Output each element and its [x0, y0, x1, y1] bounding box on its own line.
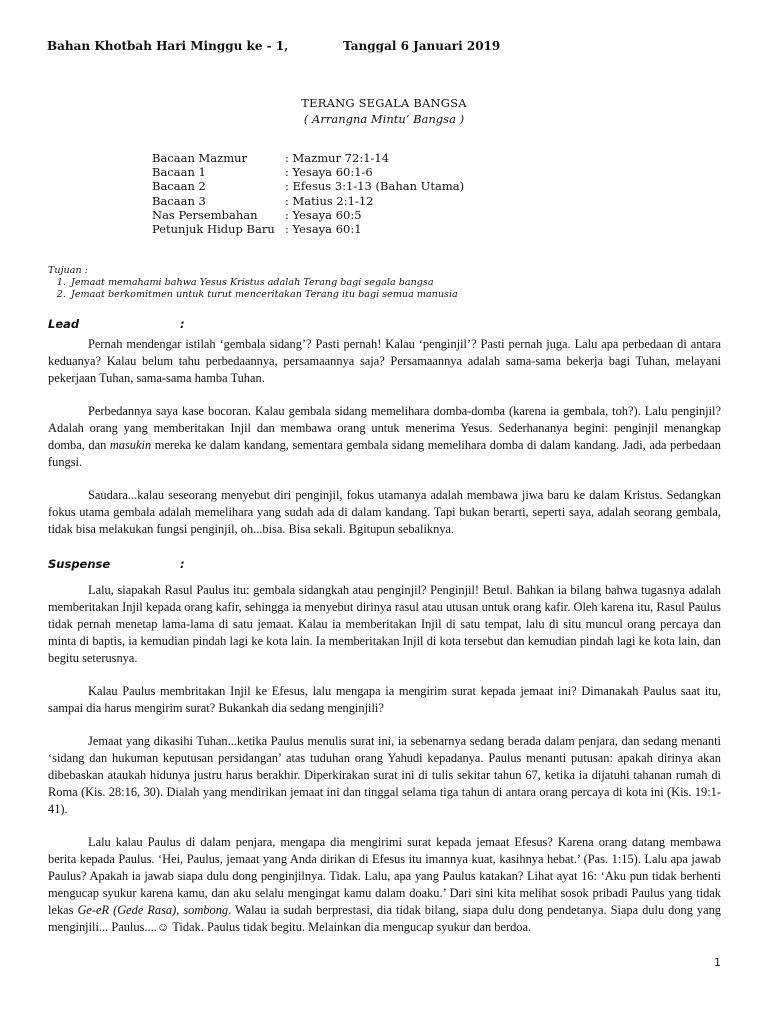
suspense-heading-label: Suspense: [48, 557, 111, 571]
lead-paragraph-1: Pernah mendengar istilah ‘gembala sidang’? Pasti pernah! Kalau ‘penginjil’? Pasti pernah juga. Lalu apa perbedaan di antara keduanya? Kalau belum tahu perbedaannya, persamaannya saja? Persamaannya adalah sama-sama bekerja bagi Tuhan, melayani pekerjaan Tuhan, sama-sama hamba Tuhan.: [48, 337, 721, 385]
objectives-label: Tujuan :: [48, 265, 88, 276]
reading-row: [152, 179, 464, 193]
sermon-series-label: Bahan Khotbah Hari Minggu ke - 1,: [47, 39, 289, 53]
reading-row: [152, 151, 464, 165]
emphasis-text: Ge-eR (Gede Rasa), sombong: [77, 903, 229, 917]
lead-heading-colon: :: [180, 317, 185, 331]
reading-row: [152, 222, 464, 236]
lead-paragraph-2: Perbedannya saya kase bocoran. Kalau gembala sidang memelihara domba-domba (karena ia gembala, toh?). Lalu penginjil? Adalah orang yang memberitakan Injil dan membawa orang untuk menerima Yesus. Sederhananya begini: penginjil menangkap domba, dan masukin mereka ke dalam kandang, sementara gembala sidang memelihara domba di dalam kandang. Jadi, ada perbedaan fungsi.: [48, 404, 721, 469]
objective-item: 1. Jemaat memahami bahwa Yesus Kristus adalah Terang bagi segala bangsa: [69, 277, 728, 289]
reading-value: : Yesaya 60:1: [285, 221, 362, 236]
suspense-heading: [48, 557, 185, 571]
objectives-list: [48, 277, 728, 301]
lead-heading: [48, 317, 185, 331]
suspense-body: [48, 582, 721, 952]
reading-label: Bacaan 3: [152, 193, 206, 208]
reading-value: : Matius 2:1-12: [285, 193, 374, 208]
title-block: [0, 96, 768, 126]
suspense-paragraph-2: Kalau Paulus membritakan Injil ke Efesus, lalu mengapa ia mengirim surat kepada jemaat ini? Dimanakah Paulus saat itu, sampai dia harus mengirim surat? Bukankah dia sedang menginjili?: [48, 684, 721, 715]
reading-value: : Mazmur 72:1-14: [285, 151, 390, 165]
reading-row: [152, 208, 464, 222]
lead-heading-label: Lead: [48, 317, 80, 331]
lead-body: [48, 336, 721, 555]
reading-label: Bacaan 1: [152, 165, 206, 180]
suspense-paragraph-3: Jemaat yang dikasihi Tuhan...ketika Paulus menulis surat ini, ia sebenarnya sedang berada dalam penjara, dan sedang menanti ‘sidang dan hukuman keputusan persidangan’ atas tuduhan orang Yahudi kepadanya. Paulus menanti putusan: apakah dirinya akan dibebaskan ataukah hidunya justru harus berakhir. Diperkirakan surat ini di tulis sekitar tahun 67, ketika ia dijatuhi tahanan rumah di Roma (Kis. 28:16, 30). Dialah yang mendirikan jemaat ini dan tinggal selama tiga tahun di antara orang percaya di kota ini (Kis. 19:1-41).: [48, 734, 721, 816]
reading-value: : Yesaya 60:5: [285, 207, 362, 222]
reading-label: Petunjuk Hidup Baru: [152, 221, 275, 236]
reading-row: [152, 194, 464, 208]
suspense-heading-colon: :: [180, 557, 185, 571]
reading-row: [152, 165, 464, 179]
reading-label: Bacaan 2: [152, 179, 206, 194]
sermon-subtitle: ( Arrangna Mintu’ Bangsa ): [303, 112, 465, 126]
reading-label: Bacaan Mazmur: [152, 151, 248, 165]
reading-label: Nas Persembahan: [152, 207, 258, 222]
reading-value: : Efesus 3:1-13 (Bahan Utama): [285, 179, 465, 194]
page-number: 1: [714, 956, 721, 969]
reading-value: : Yesaya 60:1-6: [285, 165, 373, 180]
objective-item: 2. Jemaat berkomitmen untuk turut menceritakan Terang itu bagi semua manusia: [69, 289, 728, 301]
lead-paragraph-3: Saudara...kalau seseorang menyebut diri penginjil, fokus utamanya adalah membawa jiwa baru ke dalam Kristus. Sedangkan fokus utama gembala adalah memelihara yang sudah ada di dalam kandang. Tapi bukan berarti, seperti saya, adalah seorang gembala, tidak bisa melakukan fungsi penginjil, oh...bisa. Bisa sekali. Bgitupun sebaliknya.: [48, 488, 721, 537]
objectives: [48, 265, 728, 301]
sermon-title: TERANG SEGALA BANGSA: [301, 96, 467, 110]
sermon-date: Tanggal 6 Januari 2019: [343, 39, 501, 53]
emphasis-text: masukin: [109, 438, 152, 453]
suspense-paragraph-1: Lalu, siapakah Rasul Paulus itu: gembala sidangkah atau penginjil? Penginjil! Betul. Bahkan ia bilang bahwa tugasnya adalah memberitakan Injil kepada orang kafir, sehingga ia menyebut dirinya rasul atau utusan untuk orang kafir. Oleh karena itu, Rasul Paulus tidak pernah menetap lama-lama di satu jemaat. Kalau ia memberitakan Injil di satu tempat, lalu di situ muncul orang percaya dan minta di baptis, ia kemudian pindah lagi ke kota lain. Ia memberitakan Injil di kota tersebut dan kemudian pindah lagi ke kota lain, dan begitu seterusnya.: [48, 583, 721, 665]
scripture-readings: [152, 151, 464, 236]
suspense-paragraph-4: Lalu kalau Paulus di dalam penjara, mengapa dia mengirimi surat kepada jemaat Efesus? Karena orang datang membawa berita kepada Paulus. ‘Hei, Paulus, jemaat yang Anda dirikan di Efesus itu imannya kuat, kasihnya hebat.’ (Pas. 1:15). Lalu apa jawab Paulus? Apakah ia jawab siapa dulu dong penginjilnya. Tidak. Lalu, apa yang Paulus katakan? Lihat ayat 16: ‘Aku pun tidak berhenti mengucap syukur karena kamu, dan aku selalu mengingat kamu dalam doaku.’ Dari sini kita melihat sosok pribadi Paulus yang tidak lekas Ge-eR (Gede Rasa), sombong. Walau ia sudah berprestasi, dia tidak bilang, siapa dulu dong pendetanya. Siapa dulu dong yang menginjili... Paulus....☺ Tidak. Paulus tidak begitu. Melainkan dia mengucap syukur dan berdoa.: [48, 835, 721, 934]
